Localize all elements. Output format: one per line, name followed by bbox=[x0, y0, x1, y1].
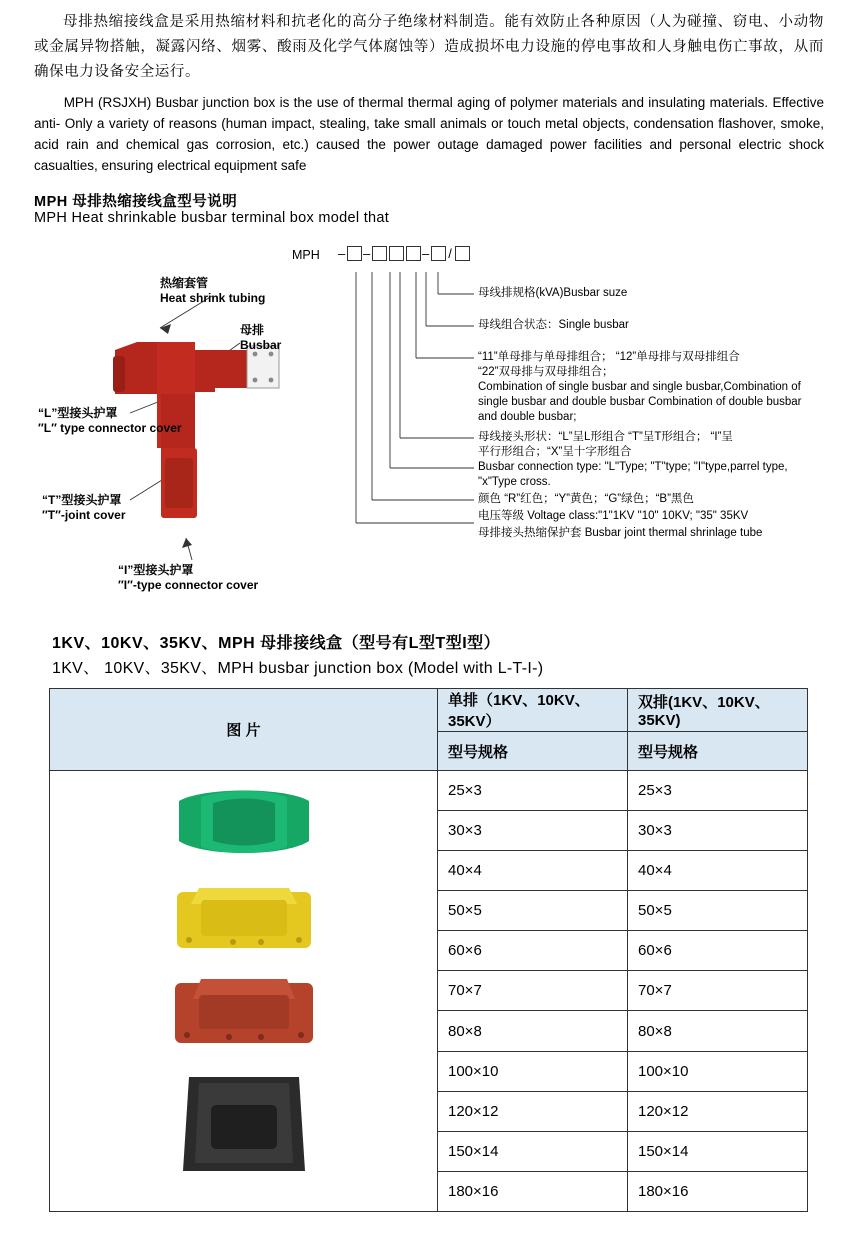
legend-6-line-0: 母排接头热缩保护套 Busbar joint thermal shrinlage tube bbox=[478, 527, 763, 539]
cell-single-10: 180×16 bbox=[438, 1171, 628, 1211]
photo-label-3-cn: “T”型接头护罩 bbox=[42, 493, 122, 507]
product-cover-yellow bbox=[171, 876, 317, 958]
legend-2-line-4: and double busbar; bbox=[478, 411, 577, 423]
cell-single-6: 80×8 bbox=[438, 1011, 628, 1051]
legend-item-combination bbox=[478, 350, 818, 425]
legend-3-line-2: Busbar connection type: "L"Type; "T"type; "I"type,parrel type, bbox=[478, 461, 788, 473]
table-header-single bbox=[438, 689, 628, 732]
legend-2-line-1: “22”双母排与双母排组合； bbox=[478, 366, 614, 378]
section-title-chinese: MPH 母排热缩接线盒型号说明 bbox=[34, 194, 238, 210]
cell-double-9: 150×14 bbox=[628, 1131, 808, 1171]
cell-double-0: 25×3 bbox=[628, 771, 808, 811]
cell-double-1: 30×3 bbox=[628, 811, 808, 851]
cell-double-5: 70×7 bbox=[628, 971, 808, 1011]
code-box-5 bbox=[431, 246, 446, 261]
legend-item-thermal-tube bbox=[478, 526, 818, 541]
legend-2-line-0: “11”单母排与单母排组合； “12”单母排与双母排组合 bbox=[478, 351, 740, 363]
cell-single-5: 70×7 bbox=[438, 971, 628, 1011]
cell-single-4: 60×6 bbox=[438, 931, 628, 971]
model-code-boxes bbox=[338, 245, 471, 261]
legend-item-voltage-class bbox=[478, 509, 818, 524]
cell-single-1: 30×3 bbox=[438, 811, 628, 851]
legend-item-single-busbar bbox=[478, 318, 818, 333]
table-title-chinese: 1KV、10KV、35KV、MPH 母排接线盒（型号有L型T型I型） bbox=[52, 635, 501, 652]
code-dash-2: – bbox=[363, 246, 372, 262]
product-image-cell bbox=[50, 771, 438, 1212]
cell-single-9: 150×14 bbox=[438, 1131, 628, 1171]
legend-4-line-0: 颜色 “R”红色；“Y”黄色；“G”绿色；“B”黑色 bbox=[478, 493, 694, 505]
photo-label-0-cn: 热缩套管 bbox=[160, 276, 209, 290]
photo-label-0-en: Heat shrink tubing bbox=[160, 291, 266, 305]
photo-label-3-en: ″T″-joint cover bbox=[42, 508, 126, 522]
legend-2-line-3: single busbar and double busbar Combination of double busbar bbox=[478, 396, 802, 408]
cell-double-6: 80×8 bbox=[628, 1011, 808, 1051]
intro-paragraph-chinese: 母排热缩接线盒是采用热缩材料和抗老化的高分子绝缘材料制造。能有效防止各种原因（人为碰撞、窃电、小动物或金属异物搭触，凝露闪络、烟雾、酸雨及化学气体腐蚀等）造成损坏电力设施的停电事故和人身触电伤亡事故，从而确保电力设备安全运行。 bbox=[34, 14, 824, 80]
table-header-double bbox=[628, 689, 808, 732]
legend-1-line-0: 母线组合状态：Single busbar bbox=[478, 319, 629, 331]
table-header-double-sub: (1KV、10KV、35KV) bbox=[638, 694, 770, 729]
table-subheader-right: 型号规格 bbox=[628, 732, 808, 771]
table-header-single-sub: （1KV、10KV、35KV） bbox=[448, 692, 590, 730]
cell-double-10: 180×16 bbox=[628, 1171, 808, 1211]
table-header-image: 图 片 bbox=[50, 689, 438, 771]
photo-label-4-cn: “I”型接头护罩 bbox=[118, 563, 194, 577]
cell-single-7: 100×10 bbox=[438, 1051, 628, 1091]
spec-table bbox=[49, 688, 808, 1212]
photo-label-4-en: ″I″-type connector cover bbox=[118, 578, 259, 592]
cell-double-3: 50×5 bbox=[628, 891, 808, 931]
model-code-diagram bbox=[0, 238, 856, 613]
cell-double-4: 60×6 bbox=[628, 931, 808, 971]
photo-label-2-en: ″L″ type connector cover bbox=[38, 421, 182, 435]
code-box-3 bbox=[389, 246, 404, 261]
photo-label-2-cn: “L”型接头护罩 bbox=[38, 406, 118, 420]
table-row bbox=[50, 771, 808, 811]
photo-label-heat-shrink-tubing bbox=[160, 276, 265, 306]
legend-5-line-0: 电压等级 Voltage class:"1"1KV "10" 10KV; "35" 35KV bbox=[478, 510, 749, 522]
code-box-1 bbox=[347, 246, 362, 261]
table-title-english: 1KV、 10KV、35KV、MPH busbar junction box (Model with L-T-I-) bbox=[52, 660, 544, 677]
photo-label-t-type bbox=[42, 493, 126, 523]
code-dash-3: – bbox=[422, 246, 431, 262]
cell-single-2: 40×4 bbox=[438, 851, 628, 891]
table-header-single-main: 单排 bbox=[448, 692, 479, 709]
cell-double-2: 40×4 bbox=[628, 851, 808, 891]
photo-label-l-type bbox=[38, 406, 182, 436]
code-box-4 bbox=[406, 246, 421, 261]
table-subheader-left: 型号规格 bbox=[438, 732, 628, 771]
product-cover-black bbox=[173, 1067, 315, 1185]
intro-paragraph-english: MPH (RSJXH) Busbar junction box is the use of thermal thermal aging of polymer materials and insulating materials. Effective anti- Only a variety of reasons (human impact, stealing, take small animals or touch metal objects, condensation flashover, smoke, acid rain and chemical gas corrosion, etc.) caused the power outage damaged power facilities and personal electric shock casualties, ensuring electrical equipment safe bbox=[34, 95, 824, 173]
legend-item-color bbox=[478, 492, 818, 507]
table-header-double-main: 双排 bbox=[638, 694, 669, 711]
cell-double-7: 100×10 bbox=[628, 1051, 808, 1091]
cell-double-8: 120×12 bbox=[628, 1091, 808, 1131]
legend-0-line-0: 母线排规格(kVA)Busbar suze bbox=[478, 287, 628, 299]
cell-single-0: 25×3 bbox=[438, 771, 628, 811]
photo-label-1-en: Busbar bbox=[240, 338, 282, 352]
legend-3-line-1: 平行形组合；“X”呈十字形组合 bbox=[478, 446, 632, 458]
code-box-6 bbox=[455, 246, 470, 261]
product-image-stack bbox=[50, 771, 437, 1211]
legend-2-line-2: Combination of single busbar and single busbar,Combination of bbox=[478, 381, 801, 393]
code-slash-1: / bbox=[448, 246, 453, 262]
cell-single-3: 50×5 bbox=[438, 891, 628, 931]
cell-single-8: 120×12 bbox=[438, 1091, 628, 1131]
legend-3-line-0: 母线接头形状：“L”呈L形组合 “T”呈T形组合； “I”呈 bbox=[478, 431, 733, 443]
photo-label-1-cn: 母排 bbox=[240, 323, 265, 337]
legend-3-line-3: "x"Type cross. bbox=[478, 476, 551, 488]
photo-label-i-type bbox=[118, 563, 258, 593]
product-cover-green bbox=[171, 783, 317, 863]
photo-label-busbar bbox=[240, 323, 281, 353]
code-dash-1: – bbox=[338, 246, 347, 262]
code-box-2 bbox=[372, 246, 387, 261]
section-title-english: MPH Heat shrinkable busbar terminal box model that bbox=[34, 210, 390, 226]
product-cover-red bbox=[169, 969, 319, 1053]
table-header-row bbox=[50, 689, 808, 732]
legend-item-connection-type bbox=[478, 430, 818, 490]
legend-item-busbar-size bbox=[478, 286, 818, 301]
model-code-prefix: MPH bbox=[292, 248, 320, 262]
